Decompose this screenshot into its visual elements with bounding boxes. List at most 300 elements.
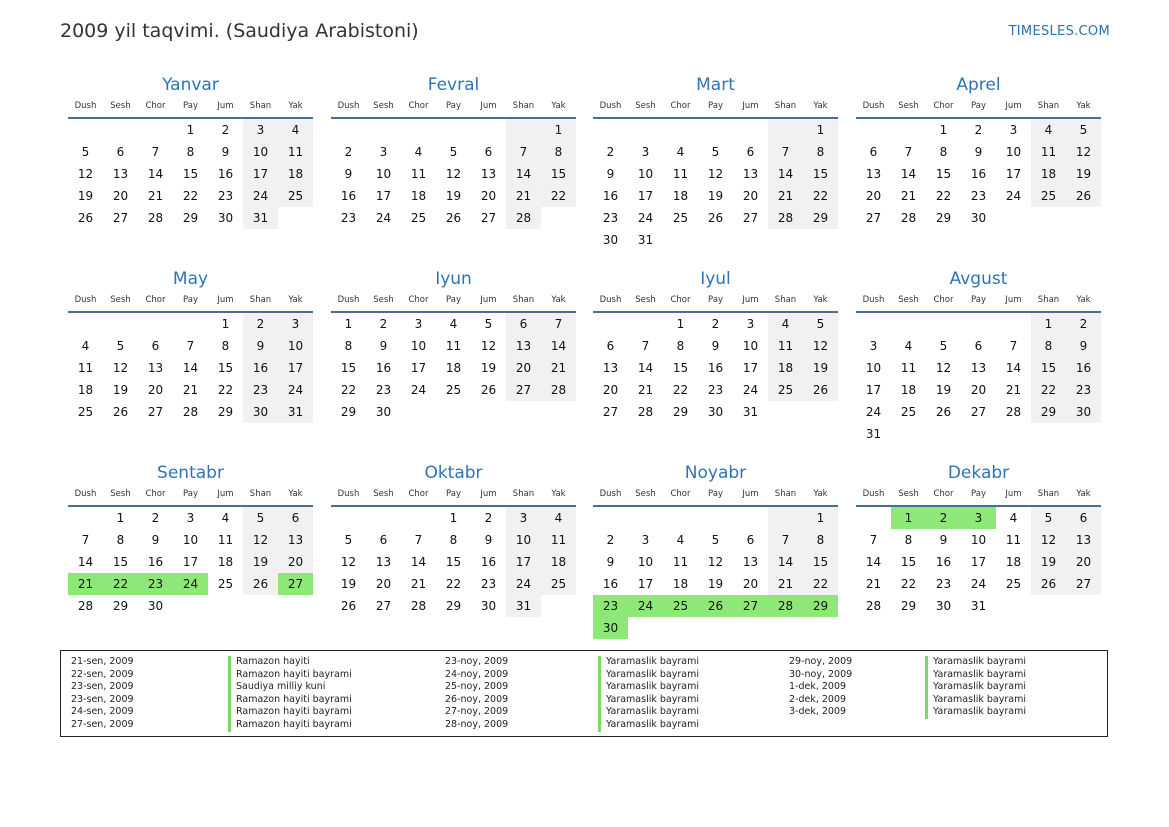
day-cell[interactable]: 7 (641, 339, 650, 353)
day-cell[interactable]: 12 (77, 167, 94, 181)
day-cell[interactable]: 20 (375, 577, 392, 591)
day-cell[interactable]: 2 (344, 145, 353, 159)
day-cell[interactable]: 14 (506, 163, 541, 185)
day-cell[interactable]: 4 (676, 533, 685, 547)
day-cell[interactable]: 18 (445, 361, 462, 375)
day-cell[interactable]: 14 (410, 555, 427, 569)
day-cell[interactable]: 20 (1066, 551, 1101, 573)
day-cell[interactable]: 15 (672, 361, 689, 375)
day-cell[interactable]: 13 (970, 361, 987, 375)
day-cell[interactable]: 8 (803, 529, 838, 551)
day-cell[interactable]: 18 (1031, 163, 1066, 185)
day-cell[interactable]: 6 (746, 533, 755, 547)
day-cell[interactable]: 23 (602, 211, 619, 225)
day-cell[interactable]: 10 (1005, 145, 1022, 159)
day-cell[interactable]: 1 (803, 506, 838, 529)
day-cell[interactable]: 23 (935, 577, 952, 591)
day-cell[interactable]: 29 (1031, 401, 1066, 423)
day-cell[interactable]: 15 (445, 555, 462, 569)
day-cell[interactable]: 25 (1005, 577, 1022, 591)
day-cell[interactable]: 31 (243, 207, 278, 229)
day-cell[interactable]: 27 (1066, 573, 1101, 595)
day-cell[interactable]: 28 (768, 595, 803, 617)
day-cell[interactable]: 29 (340, 405, 357, 419)
day-cell[interactable]: 4 (904, 339, 913, 353)
day-cell[interactable]: 6 (1066, 506, 1101, 529)
day-cell[interactable]: 7 (81, 533, 90, 547)
day-cell[interactable]: 1 (803, 118, 838, 141)
day-cell[interactable]: 28 (147, 211, 164, 225)
day-cell[interactable]: 21 (541, 357, 576, 379)
day-cell[interactable]: 9 (974, 145, 983, 159)
day-cell[interactable]: 30 (147, 599, 164, 613)
day-cell[interactable]: 27 (375, 599, 392, 613)
day-cell[interactable]: 30 (1066, 401, 1101, 423)
day-cell[interactable]: 27 (480, 211, 497, 225)
day-cell[interactable]: 21 (768, 573, 803, 595)
day-cell[interactable]: 22 (803, 573, 838, 595)
day-cell[interactable]: 24 (278, 379, 313, 401)
day-cell[interactable]: 16 (480, 555, 497, 569)
day-cell[interactable]: 14 (900, 167, 917, 181)
day-cell[interactable]: 8 (186, 145, 195, 159)
day-cell[interactable]: 20 (147, 383, 164, 397)
day-cell[interactable]: 2 (1066, 312, 1101, 335)
day-cell[interactable]: 2 (711, 317, 720, 331)
day-cell[interactable]: 26 (803, 379, 838, 401)
day-cell[interactable]: 31 (970, 599, 987, 613)
day-cell[interactable]: 20 (742, 189, 759, 203)
day-cell[interactable]: 15 (900, 555, 917, 569)
day-cell[interactable]: 30 (217, 211, 234, 225)
day-cell[interactable]: 26 (340, 599, 357, 613)
day-cell[interactable]: 30 (243, 401, 278, 423)
day-cell[interactable]: 16 (243, 357, 278, 379)
day-cell[interactable]: 6 (974, 339, 983, 353)
day-cell[interactable]: 21 (410, 577, 427, 591)
day-cell[interactable]: 16 (602, 189, 619, 203)
day-cell[interactable]: 13 (112, 167, 129, 181)
day-cell[interactable]: 31 (637, 233, 654, 247)
day-cell[interactable]: 6 (506, 312, 541, 335)
day-cell[interactable]: 10 (865, 361, 882, 375)
day-cell[interactable]: 3 (641, 533, 650, 547)
day-cell[interactable]: 28 (637, 405, 654, 419)
day-cell[interactable]: 25 (445, 383, 462, 397)
day-cell[interactable]: 25 (410, 211, 427, 225)
day-cell[interactable]: 22 (1031, 379, 1066, 401)
day-cell[interactable]: 17 (410, 361, 427, 375)
day-cell[interactable]: 25 (217, 577, 234, 591)
day-cell[interactable]: 10 (742, 339, 759, 353)
day-cell[interactable]: 24 (637, 211, 654, 225)
day-cell[interactable]: 29 (112, 599, 129, 613)
day-cell[interactable]: 11 (672, 167, 689, 181)
day-cell[interactable]: 11 (217, 533, 234, 547)
day-cell[interactable]: 14 (768, 551, 803, 573)
day-cell[interactable]: 27 (970, 405, 987, 419)
day-cell[interactable]: 28 (1005, 405, 1022, 419)
day-cell[interactable]: 11 (900, 361, 917, 375)
day-cell[interactable]: 23 (243, 379, 278, 401)
day-cell[interactable]: 27 (278, 573, 313, 595)
day-cell[interactable]: 10 (182, 533, 199, 547)
day-cell[interactable]: 22 (541, 185, 576, 207)
day-cell[interactable]: 5 (1031, 506, 1066, 529)
day-cell[interactable]: 26 (243, 573, 278, 595)
day-cell[interactable]: 11 (541, 529, 576, 551)
day-cell[interactable]: 1 (116, 511, 125, 525)
day-cell[interactable]: 15 (803, 551, 838, 573)
day-cell[interactable]: 10 (970, 533, 987, 547)
day-cell[interactable]: 20 (480, 189, 497, 203)
day-cell[interactable]: 19 (243, 551, 278, 573)
day-cell[interactable]: 10 (278, 335, 313, 357)
day-cell[interactable]: 10 (637, 555, 654, 569)
day-cell[interactable]: 5 (484, 317, 493, 331)
day-cell[interactable]: 8 (221, 339, 230, 353)
day-cell[interactable]: 24 (970, 577, 987, 591)
day-cell[interactable]: 1 (541, 118, 576, 141)
day-cell[interactable]: 10 (506, 529, 541, 551)
day-cell[interactable]: 19 (77, 189, 94, 203)
day-cell[interactable]: 4 (676, 145, 685, 159)
day-cell[interactable]: 7 (414, 533, 423, 547)
day-cell[interactable]: 12 (340, 555, 357, 569)
day-cell[interactable]: 2 (974, 123, 983, 137)
day-cell[interactable]: 28 (865, 599, 882, 613)
day-cell[interactable]: 17 (865, 383, 882, 397)
day-cell[interactable]: 12 (445, 167, 462, 181)
day-cell[interactable]: 18 (900, 383, 917, 397)
day-cell[interactable]: 12 (1031, 529, 1066, 551)
day-cell[interactable]: 5 (939, 339, 948, 353)
day-cell[interactable]: 14 (541, 335, 576, 357)
day-cell[interactable]: 12 (935, 361, 952, 375)
day-cell[interactable]: 11 (1005, 533, 1022, 547)
day-cell[interactable]: 13 (1066, 529, 1101, 551)
day-cell[interactable]: 3 (1009, 123, 1018, 137)
day-cell[interactable]: 23 (1066, 379, 1101, 401)
day-cell[interactable]: 21 (1005, 383, 1022, 397)
day-cell[interactable]: 21 (182, 383, 199, 397)
day-cell[interactable]: 2 (606, 145, 615, 159)
day-cell[interactable]: 2 (606, 533, 615, 547)
day-cell[interactable]: 23 (217, 189, 234, 203)
day-cell[interactable]: 9 (606, 555, 615, 569)
day-cell[interactable]: 23 (593, 595, 628, 617)
day-cell[interactable]: 8 (676, 339, 685, 353)
day-cell[interactable]: 9 (1066, 335, 1101, 357)
day-cell[interactable]: 13 (742, 555, 759, 569)
day-cell[interactable]: 13 (278, 529, 313, 551)
day-cell[interactable]: 10 (637, 167, 654, 181)
day-cell[interactable]: 25 (278, 185, 313, 207)
day-cell[interactable]: 21 (865, 577, 882, 591)
day-cell[interactable]: 10 (243, 141, 278, 163)
day-cell[interactable]: 19 (707, 189, 724, 203)
day-cell[interactable]: 8 (344, 339, 353, 353)
day-cell[interactable]: 25 (1031, 185, 1066, 207)
day-cell[interactable]: 31 (742, 405, 759, 419)
day-cell[interactable]: 27 (506, 379, 541, 401)
day-cell[interactable]: 8 (449, 533, 458, 547)
day-cell[interactable]: 6 (869, 145, 878, 159)
day-cell[interactable]: 9 (606, 167, 615, 181)
day-cell[interactable]: 5 (803, 312, 838, 335)
day-cell[interactable]: 21 (506, 185, 541, 207)
day-cell[interactable]: 14 (768, 163, 803, 185)
brand-logo-text[interactable]: TIMESLES.COM (1008, 24, 1110, 39)
day-cell[interactable]: 24 (243, 185, 278, 207)
day-cell[interactable]: 22 (217, 383, 234, 397)
day-cell[interactable]: 24 (865, 405, 882, 419)
day-cell[interactable]: 5 (116, 339, 125, 353)
day-cell[interactable]: 21 (900, 189, 917, 203)
day-cell[interactable]: 5 (1066, 118, 1101, 141)
day-cell[interactable]: 24 (742, 383, 759, 397)
day-cell[interactable]: 5 (711, 145, 720, 159)
day-cell[interactable]: 8 (1031, 335, 1066, 357)
day-cell[interactable]: 4 (1009, 511, 1018, 525)
day-cell[interactable]: 7 (904, 145, 913, 159)
day-cell[interactable]: 26 (935, 405, 952, 419)
day-cell[interactable]: 29 (935, 211, 952, 225)
day-cell[interactable]: 16 (935, 555, 952, 569)
day-cell[interactable]: 26 (707, 211, 724, 225)
day-cell[interactable]: 30 (707, 405, 724, 419)
day-cell[interactable]: 10 (410, 339, 427, 353)
day-cell[interactable]: 15 (541, 163, 576, 185)
day-cell[interactable]: 1 (939, 123, 948, 137)
day-cell[interactable]: 1 (186, 123, 195, 137)
day-cell[interactable]: 21 (147, 189, 164, 203)
day-cell[interactable]: 2 (379, 317, 388, 331)
day-cell[interactable]: 28 (77, 599, 94, 613)
day-cell[interactable]: 6 (606, 339, 615, 353)
day-cell[interactable]: 7 (186, 339, 195, 353)
day-cell[interactable]: 9 (243, 335, 278, 357)
day-cell[interactable]: 19 (340, 577, 357, 591)
day-cell[interactable]: 17 (1005, 167, 1022, 181)
day-cell[interactable]: 16 (970, 167, 987, 181)
day-cell[interactable]: 11 (1031, 141, 1066, 163)
day-cell[interactable]: 18 (672, 189, 689, 203)
day-cell[interactable]: 9 (939, 533, 948, 547)
day-cell[interactable]: 4 (541, 506, 576, 529)
day-cell[interactable]: 12 (243, 529, 278, 551)
day-cell[interactable]: 28 (410, 599, 427, 613)
day-cell[interactable]: 29 (900, 599, 917, 613)
day-cell[interactable]: 15 (217, 361, 234, 375)
day-cell[interactable]: 6 (379, 533, 388, 547)
day-cell[interactable]: 19 (112, 383, 129, 397)
day-cell[interactable]: 2 (151, 511, 160, 525)
day-cell[interactable]: 13 (865, 167, 882, 181)
day-cell[interactable]: 20 (602, 383, 619, 397)
day-cell[interactable]: 14 (182, 361, 199, 375)
day-cell[interactable]: 3 (641, 145, 650, 159)
day-cell[interactable]: 14 (637, 361, 654, 375)
day-cell[interactable]: 31 (506, 595, 541, 617)
day-cell[interactable]: 18 (768, 357, 803, 379)
day-cell[interactable]: 10 (375, 167, 392, 181)
day-cell[interactable]: 6 (484, 145, 493, 159)
day-cell[interactable]: 8 (116, 533, 125, 547)
day-cell[interactable]: 17 (278, 357, 313, 379)
day-cell[interactable]: 27 (865, 211, 882, 225)
day-cell[interactable]: 15 (803, 163, 838, 185)
day-cell[interactable]: 11 (77, 361, 94, 375)
day-cell[interactable]: 9 (344, 167, 353, 181)
day-cell[interactable]: 4 (768, 312, 803, 335)
day-cell[interactable]: 14 (865, 555, 882, 569)
day-cell[interactable]: 4 (221, 511, 230, 525)
day-cell[interactable]: 26 (112, 405, 129, 419)
day-cell[interactable]: 22 (182, 189, 199, 203)
day-cell[interactable]: 13 (480, 167, 497, 181)
day-cell[interactable]: 16 (1066, 357, 1101, 379)
day-cell[interactable]: 26 (698, 595, 733, 617)
day-cell[interactable]: 18 (410, 189, 427, 203)
day-cell[interactable]: 15 (112, 555, 129, 569)
day-cell[interactable]: 7 (1009, 339, 1018, 353)
day-cell[interactable]: 30 (480, 599, 497, 613)
day-cell[interactable]: 18 (672, 577, 689, 591)
day-cell[interactable]: 5 (344, 533, 353, 547)
day-cell[interactable]: 3 (869, 339, 878, 353)
day-cell[interactable]: 16 (375, 361, 392, 375)
day-cell[interactable]: 23 (138, 573, 173, 595)
day-cell[interactable]: 16 (147, 555, 164, 569)
day-cell[interactable]: 17 (375, 189, 392, 203)
day-cell[interactable]: 9 (379, 339, 388, 353)
day-cell[interactable]: 9 (151, 533, 160, 547)
day-cell[interactable]: 1 (1031, 312, 1066, 335)
day-cell[interactable]: 8 (803, 141, 838, 163)
day-cell[interactable]: 12 (707, 555, 724, 569)
day-cell[interactable]: 7 (506, 141, 541, 163)
day-cell[interactable]: 31 (278, 401, 313, 423)
day-cell[interactable]: 5 (711, 533, 720, 547)
day-cell[interactable]: 26 (445, 211, 462, 225)
day-cell[interactable]: 12 (707, 167, 724, 181)
day-cell[interactable]: 6 (151, 339, 160, 353)
day-cell[interactable]: 13 (742, 167, 759, 181)
day-cell[interactable]: 17 (243, 163, 278, 185)
day-cell[interactable]: 28 (541, 379, 576, 401)
day-cell[interactable]: 20 (506, 357, 541, 379)
day-cell[interactable]: 30 (593, 617, 628, 639)
day-cell[interactable]: 4 (81, 339, 90, 353)
day-cell[interactable]: 27 (742, 211, 759, 225)
day-cell[interactable]: 11 (410, 167, 427, 181)
day-cell[interactable]: 13 (602, 361, 619, 375)
day-cell[interactable]: 25 (672, 211, 689, 225)
day-cell[interactable]: 17 (506, 551, 541, 573)
day-cell[interactable]: 2 (243, 312, 278, 335)
day-cell[interactable]: 22 (803, 185, 838, 207)
day-cell[interactable]: 25 (663, 595, 698, 617)
day-cell[interactable]: 12 (112, 361, 129, 375)
day-cell[interactable]: 19 (707, 577, 724, 591)
day-cell[interactable]: 2 (926, 506, 961, 529)
day-cell[interactable]: 24 (375, 211, 392, 225)
day-cell[interactable]: 1 (449, 511, 458, 525)
day-cell[interactable]: 30 (602, 233, 619, 247)
day-cell[interactable]: 29 (803, 595, 838, 617)
day-cell[interactable]: 23 (375, 383, 392, 397)
day-cell[interactable]: 23 (480, 577, 497, 591)
day-cell[interactable]: 18 (278, 163, 313, 185)
day-cell[interactable]: 17 (970, 555, 987, 569)
day-cell[interactable]: 27 (733, 595, 768, 617)
day-cell[interactable]: 3 (506, 506, 541, 529)
day-cell[interactable]: 30 (375, 405, 392, 419)
day-cell[interactable]: 19 (803, 357, 838, 379)
day-cell[interactable]: 17 (637, 189, 654, 203)
day-cell[interactable]: 1 (221, 317, 230, 331)
day-cell[interactable]: 17 (637, 577, 654, 591)
day-cell[interactable]: 18 (77, 383, 94, 397)
day-cell[interactable]: 3 (961, 506, 996, 529)
day-cell[interactable]: 24 (410, 383, 427, 397)
day-cell[interactable]: 24 (506, 573, 541, 595)
day-cell[interactable]: 19 (935, 383, 952, 397)
day-cell[interactable]: 30 (970, 211, 987, 225)
day-cell[interactable]: 9 (484, 533, 493, 547)
day-cell[interactable]: 15 (182, 167, 199, 181)
day-cell[interactable]: 29 (803, 207, 838, 229)
day-cell[interactable]: 3 (746, 317, 755, 331)
day-cell[interactable]: 6 (278, 506, 313, 529)
day-cell[interactable]: 28 (768, 207, 803, 229)
day-cell[interactable]: 23 (340, 211, 357, 225)
day-cell[interactable]: 19 (1031, 551, 1066, 573)
day-cell[interactable]: 29 (217, 405, 234, 419)
day-cell[interactable]: 16 (217, 167, 234, 181)
day-cell[interactable]: 20 (970, 383, 987, 397)
day-cell[interactable]: 29 (672, 405, 689, 419)
day-cell[interactable]: 5 (81, 145, 90, 159)
day-cell[interactable]: 22 (672, 383, 689, 397)
day-cell[interactable]: 20 (278, 551, 313, 573)
day-cell[interactable]: 24 (1005, 189, 1022, 203)
day-cell[interactable]: 30 (935, 599, 952, 613)
day-cell[interactable]: 13 (375, 555, 392, 569)
day-cell[interactable]: 26 (77, 211, 94, 225)
day-cell[interactable]: 15 (935, 167, 952, 181)
day-cell[interactable]: 17 (742, 361, 759, 375)
day-cell[interactable]: 22 (445, 577, 462, 591)
day-cell[interactable]: 7 (869, 533, 878, 547)
day-cell[interactable]: 18 (541, 551, 576, 573)
day-cell[interactable]: 28 (506, 207, 541, 229)
day-cell[interactable]: 8 (541, 141, 576, 163)
day-cell[interactable]: 25 (768, 379, 803, 401)
day-cell[interactable]: 25 (77, 405, 94, 419)
day-cell[interactable]: 23 (707, 383, 724, 397)
day-cell[interactable]: 11 (768, 335, 803, 357)
day-cell[interactable]: 7 (151, 145, 160, 159)
day-cell[interactable]: 29 (445, 599, 462, 613)
day-cell[interactable]: 20 (112, 189, 129, 203)
day-cell[interactable]: 22 (935, 189, 952, 203)
day-cell[interactable]: 27 (602, 405, 619, 419)
day-cell[interactable]: 20 (865, 189, 882, 203)
day-cell[interactable]: 16 (602, 577, 619, 591)
day-cell[interactable]: 19 (445, 189, 462, 203)
